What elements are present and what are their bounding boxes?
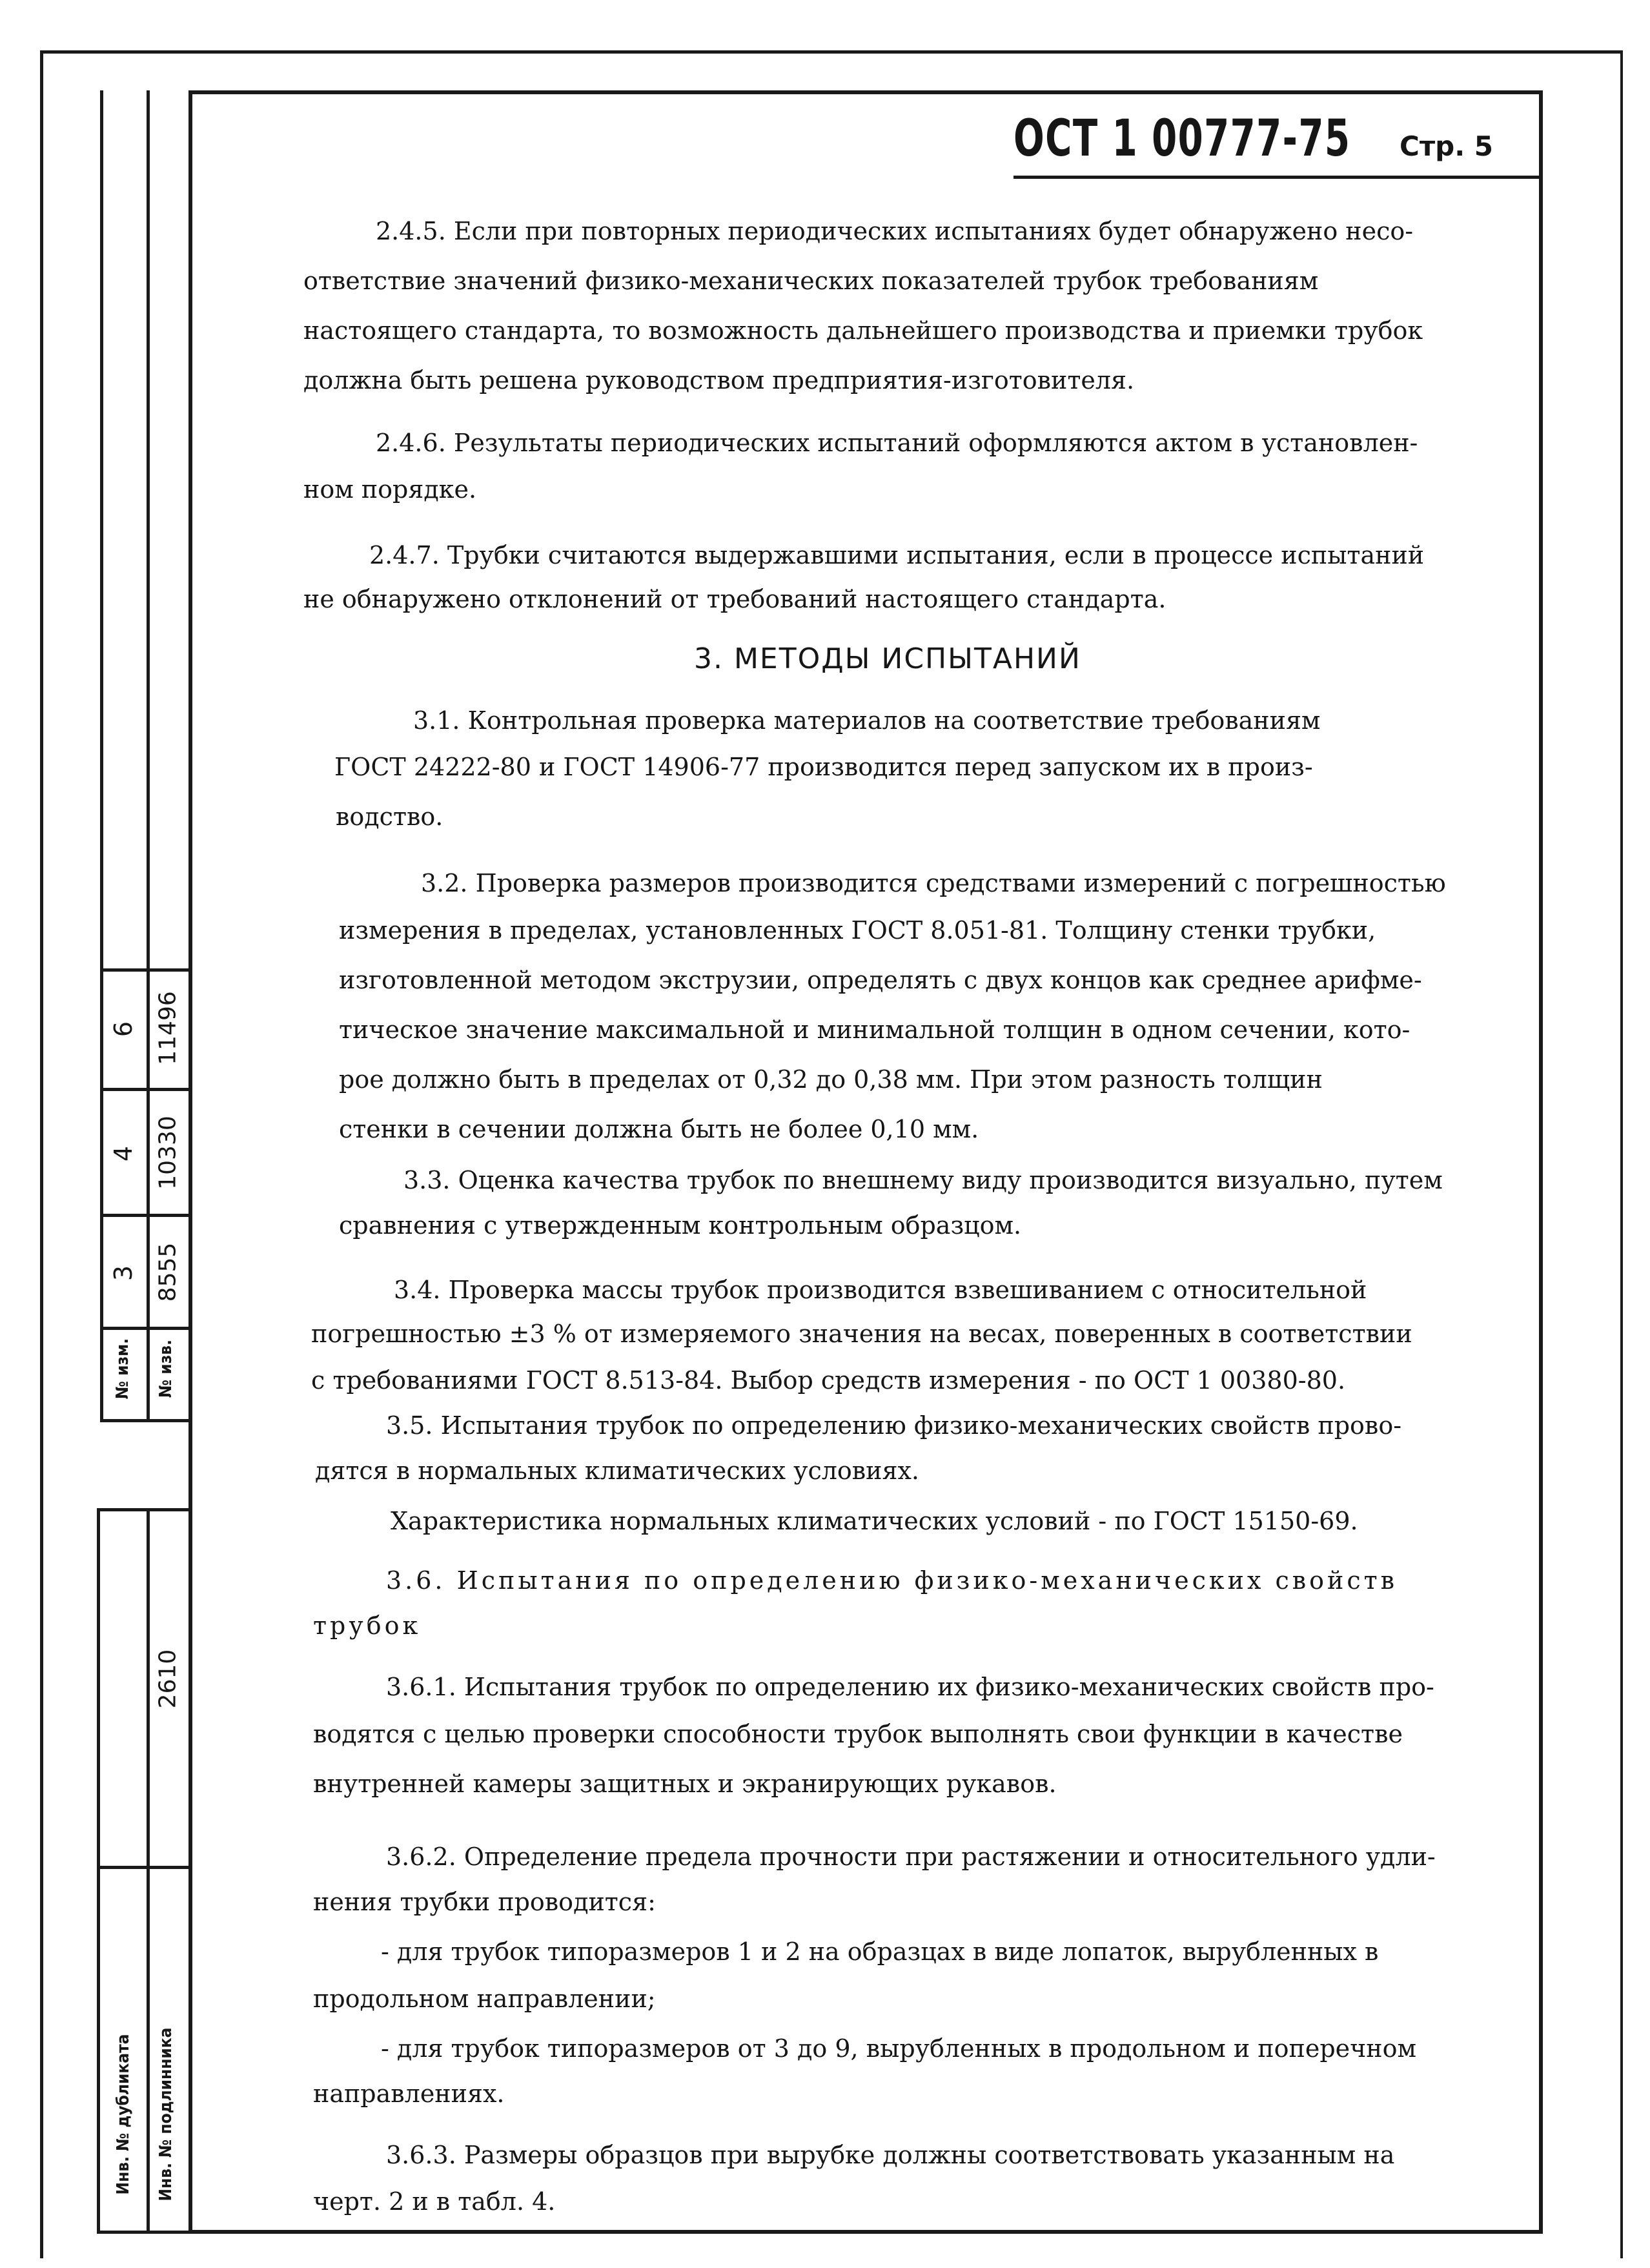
para-3-6-3: [386, 2130, 1394, 2180]
text-line: не обнаружено отклонений от требований настоящего стандарта.: [303, 585, 1166, 613]
original-label: Инв. № подлинника: [156, 2027, 176, 2202]
izm-label: № изм.: [113, 1338, 132, 1400]
text-line: измерения в пределах, установленных ГОСТ 8.051-81. Толщину стенки трубки,: [339, 916, 1376, 945]
para-3-6: [386, 1556, 1398, 1606]
para-3-6-2-cont: [313, 1877, 656, 1927]
text-line: черт. 2 и в табл. 4.: [313, 2187, 556, 2216]
document-code: ОСТ 1 00777-75: [1013, 110, 1351, 168]
rev2-izv: 10330: [154, 1116, 181, 1190]
text-line: должна быть решена руководством предприятия-изготовителя.: [303, 366, 1135, 394]
page-number: Стр. 5: [1400, 130, 1494, 162]
text-line: - для трубок типоразмеров 1 и 2 на образцах в виде лопаток, вырубленных в: [381, 1937, 1379, 1966]
para-2-4-5-cont: [303, 256, 1423, 405]
text-line: дятся в нормальных климатических условиях.: [315, 1456, 919, 1485]
para-3-5: [386, 1401, 1401, 1451]
text-line: 3.4. Проверка массы трубок производится взвешиванием с относительной: [394, 1276, 1367, 1304]
para-2-4-5: [376, 207, 1413, 256]
para-3-2: [421, 859, 1446, 908]
rev3-izv: 11496: [154, 991, 181, 1065]
page-header: [1013, 110, 1543, 174]
para-2-4-6: [376, 418, 1418, 468]
text-line: с требованиями ГОСТ 8.513-84. Выбор средств измерения - по ОСТ 1 00380-80.: [311, 1366, 1346, 1395]
text-line: 3.6. Испытания по определению физико-механических свойств: [386, 1566, 1398, 1595]
text-line: 2.4.7. Трубки считаются выдержавшими испытания, если в процессе испытаний: [369, 541, 1425, 569]
duplicate-label: Инв. № дубликата: [114, 2034, 133, 2195]
text-line: водятся с целью проверки способности трубок выполнять свои функции в качестве: [313, 1720, 1403, 1748]
text-line: ответствие значений физико-механических показателей трубок требованиям: [303, 267, 1319, 295]
para-3-6-cont: [313, 1601, 421, 1651]
text-line: ГОСТ 24222-80 и ГОСТ 14906-77 производится перед запуском их в произ-: [334, 753, 1313, 781]
rev3-izm: 6: [109, 1021, 138, 1037]
rev1-izv: 8555: [154, 1242, 181, 1302]
para-3-6-1-cont: [313, 1710, 1403, 1809]
text-line: 3.1. Контрольная проверка материалов на соответствие требованиям: [413, 706, 1321, 735]
text-line: внутренней камеры защитных и экранирующих рукавов.: [313, 1770, 1057, 1798]
para-3-4-cont: [311, 1311, 1412, 1404]
para-3-1: [413, 696, 1320, 746]
para-2-4-7: [369, 531, 1424, 580]
para-3-2-cont: [339, 906, 1422, 1154]
text-line: изготовленной методом экструзии, определять с двух концов как среднее арифме-: [339, 966, 1422, 994]
text-line: трубок: [313, 1611, 422, 1640]
text-line: 3.6.2. Определение предела прочности при растяжении и относительного удли-: [386, 1843, 1436, 1871]
text-line: 3.2. Проверка размеров производится средствами измерений с погрешностью: [421, 869, 1446, 897]
text-line: - для трубок типоразмеров от 3 до 9, вырубленных в продольном и поперечном: [381, 2034, 1417, 2063]
text-line: 3.3. Оценка качества трубок по внешнему виду производится визуально, путем: [403, 1166, 1443, 1194]
text-line: водство.: [336, 802, 443, 831]
rev2-izm: 4: [109, 1145, 138, 1162]
para-3-6-2: [386, 1832, 1436, 1882]
text-line: 3.5. Испытания трубок по определению физико-механических свойств прово-: [386, 1411, 1402, 1440]
para-3-6-3-cont: [313, 2177, 555, 2227]
text-line: 3.6.1. Испытания трубок по определению их физико-механических свойств про-: [386, 1673, 1434, 1701]
para-3-6-1: [386, 1662, 1434, 1712]
duplicate-number: 2610: [154, 1649, 181, 1709]
izv-label: № изв.: [156, 1340, 176, 1398]
text-line: сравнения с утвержденным контрольным образцом.: [339, 1211, 1022, 1240]
para-2-4-6-cont: [303, 465, 476, 515]
text-line: погрешностью ±3 % от измеряемого значения на весах, поверенных в соответствии: [311, 1320, 1412, 1348]
text-line: 2.4.6. Результаты периодических испытаний оформляются актом в установлен-: [376, 429, 1418, 457]
text-line: 3.6.3. Размеры образцов при вырубке должны соответствовать указанным на: [386, 2141, 1395, 2169]
text-line: продольном направлении;: [313, 1985, 656, 2013]
para-3-3-cont: [339, 1201, 1021, 1251]
list-item-sizes-3-9: [381, 2024, 1416, 2074]
text-line: направлениях.: [313, 2079, 505, 2108]
text-line: Характеристика нормальных климатических условий - по ГОСТ 15150-69.: [391, 1507, 1358, 1535]
text-line: нения трубки проводится:: [313, 1888, 656, 1916]
header-rule: [1013, 176, 1543, 179]
text-line: 2.4.5. Если при повторных периодических испытаниях будет обнаружено несо-: [376, 217, 1414, 245]
list-item-sizes-3-9-cont: [313, 2069, 504, 2119]
para-3-3: [403, 1156, 1443, 1205]
para-3-5-cont: [315, 1446, 919, 1496]
margin-stamp: [100, 90, 192, 2234]
text-line: рое должно быть в пределах от 0,32 до 0,38 мм. При этом разность толщин: [339, 1065, 1323, 1094]
para-2-4-7-cont: [303, 575, 1166, 624]
text-line: тическое значение максимальной и минимальной толщин в одном сечении, кото-: [339, 1016, 1411, 1044]
text-line: настоящего стандарта, то возможность дальнейшего производства и приемки трубок: [303, 316, 1423, 345]
para-3-1-cont: [334, 742, 1313, 842]
section-heading: 3. МЕТОДЫ ИСПЫТАНИЙ: [694, 642, 1081, 675]
list-item-sizes-1-2: [381, 1927, 1378, 1977]
para-climate: [391, 1497, 1358, 1546]
para-3-4: [394, 1265, 1367, 1315]
list-item-sizes-1-2-cont: [313, 1974, 656, 2024]
text-line: ном порядке.: [303, 475, 477, 504]
rev1-izm: 3: [109, 1265, 138, 1282]
text-line: стенки в сечении должна быть не более 0,10 мм.: [339, 1115, 979, 1143]
